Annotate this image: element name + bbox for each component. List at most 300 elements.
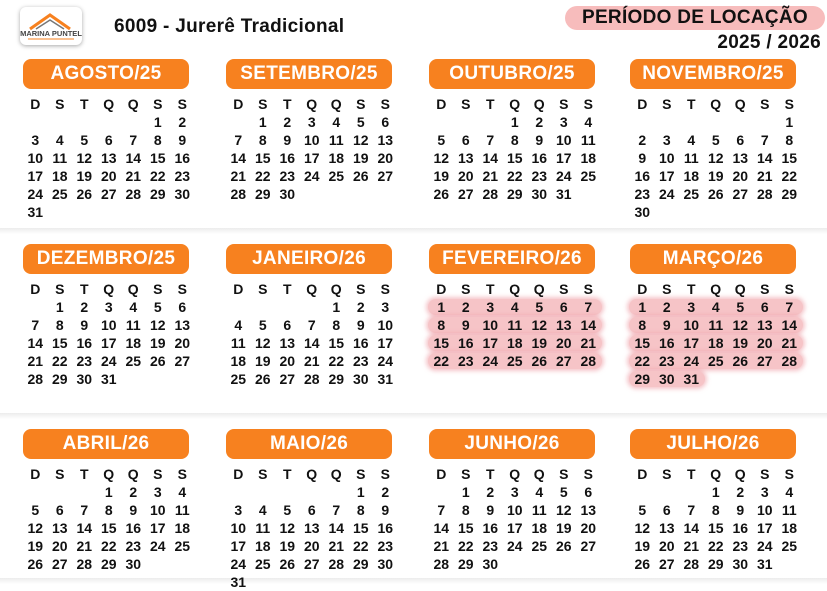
day-cell: 14 xyxy=(76,520,93,536)
day-cell-rented: 18 xyxy=(506,335,523,351)
day-cell-rented: 28 xyxy=(580,353,597,369)
day-cell-rented: 20 xyxy=(756,335,773,351)
weekday-label: Q xyxy=(509,96,521,112)
day-cell: 27 xyxy=(658,556,675,572)
day-grid xyxy=(23,280,189,388)
day-cell: 15 xyxy=(781,150,798,166)
day-cell-rented: 21 xyxy=(781,335,798,351)
month-header: AGOSTO/25 xyxy=(23,59,189,89)
day-cell-rented: 25 xyxy=(707,353,724,369)
day-cell-rented: 15 xyxy=(634,335,651,351)
day-cell: 30 xyxy=(732,556,749,572)
day-grid xyxy=(226,465,392,591)
day-cell-rented: 22 xyxy=(433,353,450,369)
day-cell: 12 xyxy=(433,150,450,166)
weekday-label: Q xyxy=(710,96,722,112)
day-cell: 19 xyxy=(149,335,166,351)
empty-cell xyxy=(704,113,729,131)
day-cell: 10 xyxy=(555,132,572,148)
day-cell: 20 xyxy=(51,538,68,554)
day-cell: 4 xyxy=(178,484,187,500)
day-cell: 29 xyxy=(457,556,474,572)
day-cell-rented: 31 xyxy=(683,371,700,387)
weekday-label: Q xyxy=(710,281,722,297)
day-cell: 16 xyxy=(352,335,369,351)
day-cell: 8 xyxy=(711,502,720,518)
day-cell: 15 xyxy=(51,335,68,351)
weekday-label: D xyxy=(30,96,41,112)
day-cell: 24 xyxy=(230,556,247,572)
day-cell: 15 xyxy=(100,520,117,536)
day-cell: 25 xyxy=(174,538,191,554)
empty-cell xyxy=(630,113,655,131)
day-cell: 5 xyxy=(283,502,292,518)
day-cell: 30 xyxy=(531,186,548,202)
day-cell: 23 xyxy=(76,353,93,369)
weekday-label: S xyxy=(662,96,672,112)
day-cell-rented: 19 xyxy=(531,335,548,351)
day-cell: 1 xyxy=(510,114,519,130)
day-cell: 24 xyxy=(27,186,44,202)
day-cell: 30 xyxy=(279,186,296,202)
weekday-label: S xyxy=(153,466,163,482)
day-cell-rented: 8 xyxy=(437,317,446,333)
day-cell: 20 xyxy=(303,538,320,554)
weekday-label: S xyxy=(55,281,65,297)
weekday-label: S xyxy=(760,96,770,112)
day-cell-rented: 25 xyxy=(506,353,523,369)
day-cell: 22 xyxy=(254,168,271,184)
day-cell: 7 xyxy=(31,317,40,333)
weekday-label: T xyxy=(485,466,495,482)
day-cell: 23 xyxy=(125,538,142,554)
day-cell: 7 xyxy=(437,502,446,518)
day-cell: 6 xyxy=(307,502,316,518)
period-badge: PERÍODO DE LOCAÇÃO xyxy=(565,6,825,30)
weekday-label: S xyxy=(177,466,187,482)
day-cell: 10 xyxy=(506,502,523,518)
day-cell: 24 xyxy=(658,186,675,202)
day-cell: 9 xyxy=(80,317,89,333)
day-cell: 10 xyxy=(230,520,247,536)
day-grid xyxy=(226,95,392,203)
day-cell: 23 xyxy=(377,538,394,554)
day-cell: 19 xyxy=(27,538,44,554)
day-cell-rented: 12 xyxy=(531,317,548,333)
day-cell: 17 xyxy=(506,520,523,536)
weekday-label: S xyxy=(258,281,268,297)
day-cell: 26 xyxy=(433,186,450,202)
day-cell: 18 xyxy=(531,520,548,536)
weekday-label: Q xyxy=(127,96,139,112)
day-cell: 6 xyxy=(584,484,593,500)
day-cell: 5 xyxy=(31,502,40,518)
day-cell: 4 xyxy=(129,299,138,315)
day-cell: 30 xyxy=(634,204,651,220)
day-cell: 19 xyxy=(76,168,93,184)
day-cell: 20 xyxy=(580,520,597,536)
day-cell: 28 xyxy=(482,186,499,202)
day-cell: 9 xyxy=(283,132,292,148)
day-cell: 17 xyxy=(756,520,773,536)
empty-cell xyxy=(655,483,680,501)
empty-cell xyxy=(679,483,704,501)
day-cell-rented: 24 xyxy=(482,353,499,369)
day-cell: 15 xyxy=(457,520,474,536)
day-grid xyxy=(429,95,595,203)
day-cell-rented: 13 xyxy=(555,317,572,333)
day-cell-rented: 14 xyxy=(781,317,798,333)
day-cell: 28 xyxy=(230,186,247,202)
logo-text: MARINA PUNTEL xyxy=(20,29,82,38)
day-cell-rented: 7 xyxy=(785,299,794,315)
month-header: SETEMBRO/25 xyxy=(226,59,392,89)
day-cell: 8 xyxy=(356,502,365,518)
day-cell: 28 xyxy=(433,556,450,572)
day-cell: 18 xyxy=(683,168,700,184)
day-cell: 14 xyxy=(27,335,44,351)
day-cell-rented: 27 xyxy=(756,353,773,369)
day-cell: 10 xyxy=(756,502,773,518)
day-cell: 22 xyxy=(707,538,724,554)
day-cell: 14 xyxy=(433,520,450,536)
day-cell: 15 xyxy=(328,335,345,351)
weekday-label: T xyxy=(79,281,89,297)
day-cell: 30 xyxy=(76,371,93,387)
day-cell: 25 xyxy=(125,353,142,369)
day-cell: 3 xyxy=(760,484,769,500)
day-cell: 28 xyxy=(303,371,320,387)
day-cell: 3 xyxy=(662,132,671,148)
day-cell: 19 xyxy=(254,353,271,369)
day-cell-rented: 16 xyxy=(658,335,675,351)
day-cell: 14 xyxy=(482,150,499,166)
weekday-label: S xyxy=(356,466,366,482)
weekday-label: D xyxy=(30,466,41,482)
day-cell: 3 xyxy=(559,114,568,130)
day-cell: 23 xyxy=(174,168,191,184)
empty-cell xyxy=(454,113,479,131)
day-cell: 4 xyxy=(584,114,593,130)
weekday-label: Q xyxy=(306,281,318,297)
weekday-label: T xyxy=(282,96,292,112)
day-cell: 2 xyxy=(283,114,292,130)
day-cell: 10 xyxy=(377,317,394,333)
weekday-label: Q xyxy=(127,466,139,482)
empty-cell xyxy=(226,113,251,131)
day-cell: 7 xyxy=(80,502,89,518)
day-cell: 9 xyxy=(129,502,138,518)
day-cell: 1 xyxy=(461,484,470,500)
day-cell: 29 xyxy=(328,371,345,387)
day-cell-rented: 8 xyxy=(638,317,647,333)
day-cell: 3 xyxy=(153,484,162,500)
weekday-label: D xyxy=(233,96,244,112)
day-cell: 4 xyxy=(785,484,794,500)
day-cell: 16 xyxy=(732,520,749,536)
day-cell: 27 xyxy=(51,556,68,572)
day-cell-rented: 16 xyxy=(457,335,474,351)
empty-cell xyxy=(48,113,73,131)
day-cell: 19 xyxy=(555,520,572,536)
day-cell: 13 xyxy=(658,520,675,536)
day-cell: 20 xyxy=(658,538,675,554)
day-cell: 23 xyxy=(352,353,369,369)
day-cell-rented: 23 xyxy=(457,353,474,369)
day-cell: 11 xyxy=(125,317,141,333)
day-cell: 18 xyxy=(254,538,271,554)
day-cell: 16 xyxy=(482,520,499,536)
day-cell: 22 xyxy=(328,353,345,369)
day-cell: 29 xyxy=(781,186,798,202)
weekday-label: T xyxy=(79,96,89,112)
day-cell: 23 xyxy=(279,168,296,184)
empty-cell xyxy=(251,298,276,316)
day-cell: 21 xyxy=(27,353,44,369)
day-cell: 2 xyxy=(535,114,544,130)
day-cell: 9 xyxy=(381,502,390,518)
day-cell: 12 xyxy=(352,132,369,148)
weekday-label: S xyxy=(784,466,794,482)
weekday-label: Q xyxy=(306,466,318,482)
weekday-label: Q xyxy=(710,466,722,482)
weekday-label: S xyxy=(153,96,163,112)
month-header: MARÇO/26 xyxy=(630,244,796,274)
empty-cell xyxy=(48,483,73,501)
day-cell: 24 xyxy=(377,353,394,369)
day-cell: 26 xyxy=(352,168,369,184)
day-cell: 12 xyxy=(254,335,271,351)
day-cell: 21 xyxy=(433,538,450,554)
day-grid xyxy=(429,280,595,370)
empty-cell xyxy=(429,113,454,131)
day-cell: 7 xyxy=(486,132,495,148)
day-cell: 12 xyxy=(634,520,651,536)
day-cell: 25 xyxy=(254,556,271,572)
weekday-label: S xyxy=(356,281,366,297)
day-cell-rented: 1 xyxy=(638,299,647,315)
day-cell: 5 xyxy=(153,299,162,315)
day-cell: 27 xyxy=(174,353,191,369)
day-cell-rented: 4 xyxy=(510,299,519,315)
day-cell: 30 xyxy=(377,556,394,572)
day-cell: 26 xyxy=(149,353,166,369)
day-cell-rented: 9 xyxy=(461,317,470,333)
empty-cell xyxy=(23,113,48,131)
day-cell-rented: 22 xyxy=(634,353,651,369)
weekday-label: Q xyxy=(509,281,521,297)
weekday-label: Q xyxy=(734,466,746,482)
day-cell: 28 xyxy=(756,186,773,202)
empty-cell xyxy=(655,113,680,131)
day-cell: 10 xyxy=(27,150,44,166)
day-cell: 8 xyxy=(785,132,794,148)
day-cell: 2 xyxy=(80,299,89,315)
day-cell: 21 xyxy=(482,168,499,184)
day-cell: 22 xyxy=(51,353,68,369)
empty-cell xyxy=(251,483,276,501)
weekday-label: S xyxy=(356,96,366,112)
day-cell: 18 xyxy=(125,335,142,351)
weekday-label: T xyxy=(282,281,292,297)
weekday-label: S xyxy=(583,96,593,112)
day-cell: 11 xyxy=(683,150,699,166)
day-cell: 3 xyxy=(510,484,519,500)
day-cell-rented: 11 xyxy=(507,317,523,333)
day-cell: 11 xyxy=(781,502,797,518)
empty-cell xyxy=(324,483,349,501)
day-cell: 13 xyxy=(377,132,394,148)
day-cell: 10 xyxy=(149,502,166,518)
day-cell: 14 xyxy=(230,150,247,166)
weekday-label: D xyxy=(30,281,41,297)
day-cell: 20 xyxy=(100,168,117,184)
day-cell: 31 xyxy=(27,204,44,220)
day-cell-rented: 2 xyxy=(461,299,470,315)
day-cell: 4 xyxy=(687,132,696,148)
day-cell: 30 xyxy=(125,556,142,572)
day-cell: 7 xyxy=(234,132,243,148)
day-cell: 22 xyxy=(352,538,369,554)
weekday-label: Q xyxy=(734,281,746,297)
weekday-label: Q xyxy=(306,96,318,112)
day-cell: 16 xyxy=(634,168,651,184)
page-title: 6009 - Jurerê Tradicional xyxy=(114,16,345,37)
day-cell: 25 xyxy=(531,538,548,554)
empty-cell xyxy=(23,298,48,316)
day-cell: 17 xyxy=(27,168,44,184)
day-cell-rented: 5 xyxy=(535,299,544,315)
weekday-label: Q xyxy=(330,466,342,482)
month-calendar xyxy=(226,59,392,203)
weekday-label: Q xyxy=(533,96,545,112)
weekday-label: Q xyxy=(533,281,545,297)
day-cell: 29 xyxy=(100,556,117,572)
empty-cell xyxy=(97,113,122,131)
weekday-label: S xyxy=(177,96,187,112)
weekday-label: S xyxy=(461,466,471,482)
day-cell: 13 xyxy=(457,150,474,166)
weekday-label: S xyxy=(153,281,163,297)
day-cell: 6 xyxy=(178,299,187,315)
day-cell: 5 xyxy=(559,484,568,500)
day-cell-rented: 14 xyxy=(580,317,597,333)
day-cell: 8 xyxy=(332,317,341,333)
day-cell: 2 xyxy=(178,114,187,130)
day-cell: 1 xyxy=(711,484,720,500)
empty-cell xyxy=(478,113,503,131)
weekday-label: S xyxy=(55,466,65,482)
house-roof-icon xyxy=(20,7,82,45)
weekday-label: S xyxy=(461,281,471,297)
years-label: 2025 / 2026 xyxy=(717,32,821,53)
day-cell: 11 xyxy=(328,132,344,148)
day-cell: 23 xyxy=(531,168,548,184)
empty-cell xyxy=(728,113,753,131)
day-cell-rented: 9 xyxy=(662,317,671,333)
day-cell: 13 xyxy=(100,150,117,166)
weekday-label: D xyxy=(637,281,648,297)
day-cell: 16 xyxy=(531,150,548,166)
empty-cell xyxy=(300,298,325,316)
day-cell: 8 xyxy=(104,502,113,518)
day-cell: 5 xyxy=(258,317,267,333)
day-cell-rented: 6 xyxy=(760,299,769,315)
day-cell: 21 xyxy=(683,538,700,554)
day-cell: 1 xyxy=(785,114,794,130)
month-calendar xyxy=(429,59,595,203)
day-cell: 2 xyxy=(381,484,390,500)
weekday-label: Q xyxy=(330,96,342,112)
day-cell: 11 xyxy=(52,150,68,166)
weekday-label: S xyxy=(784,96,794,112)
day-cell: 8 xyxy=(510,132,519,148)
empty-cell xyxy=(300,483,325,501)
weekday-label: T xyxy=(485,281,495,297)
day-cell: 24 xyxy=(756,538,773,554)
day-cell: 3 xyxy=(307,114,316,130)
day-cell: 12 xyxy=(555,502,572,518)
month-header: MAIO/26 xyxy=(226,429,392,459)
day-cell: 4 xyxy=(258,502,267,518)
day-cell-rented: 2 xyxy=(662,299,671,315)
day-cell: 9 xyxy=(638,150,647,166)
day-cell: 22 xyxy=(100,538,117,554)
day-cell: 17 xyxy=(377,335,394,351)
day-cell: 27 xyxy=(303,556,320,572)
day-cell-rented: 17 xyxy=(482,335,499,351)
day-cell: 27 xyxy=(580,538,597,554)
day-cell: 17 xyxy=(149,520,166,536)
empty-cell xyxy=(275,298,300,316)
day-cell-rented: 26 xyxy=(531,353,548,369)
day-cell: 29 xyxy=(51,371,68,387)
weekday-label: Q xyxy=(103,96,115,112)
weekday-label: T xyxy=(282,466,292,482)
day-cell: 29 xyxy=(506,186,523,202)
day-cell: 20 xyxy=(174,335,191,351)
day-cell: 2 xyxy=(638,132,647,148)
month-calendar xyxy=(23,429,189,573)
day-cell: 18 xyxy=(51,168,68,184)
day-cell: 4 xyxy=(55,132,64,148)
day-grid xyxy=(429,465,595,573)
month-calendar xyxy=(226,429,392,591)
day-cell: 11 xyxy=(255,520,271,536)
day-cell: 27 xyxy=(732,186,749,202)
weekday-label: S xyxy=(784,281,794,297)
day-cell: 13 xyxy=(279,335,296,351)
day-cell: 9 xyxy=(736,502,745,518)
day-cell: 22 xyxy=(781,168,798,184)
day-cell: 1 xyxy=(153,114,162,130)
day-cell: 9 xyxy=(178,132,187,148)
day-cell-rented: 24 xyxy=(683,353,700,369)
day-cell-rented: 17 xyxy=(683,335,700,351)
day-cell: 21 xyxy=(125,168,142,184)
day-cell: 21 xyxy=(230,168,247,184)
day-cell: 1 xyxy=(55,299,64,315)
weekday-label: Q xyxy=(734,96,746,112)
weekday-label: S xyxy=(583,281,593,297)
weekday-label: D xyxy=(637,466,648,482)
day-cell: 5 xyxy=(356,114,365,130)
weekday-label: S xyxy=(461,96,471,112)
weekday-label: S xyxy=(177,281,187,297)
day-cell: 15 xyxy=(149,150,166,166)
weekday-label: S xyxy=(380,96,390,112)
day-cell: 19 xyxy=(279,538,296,554)
